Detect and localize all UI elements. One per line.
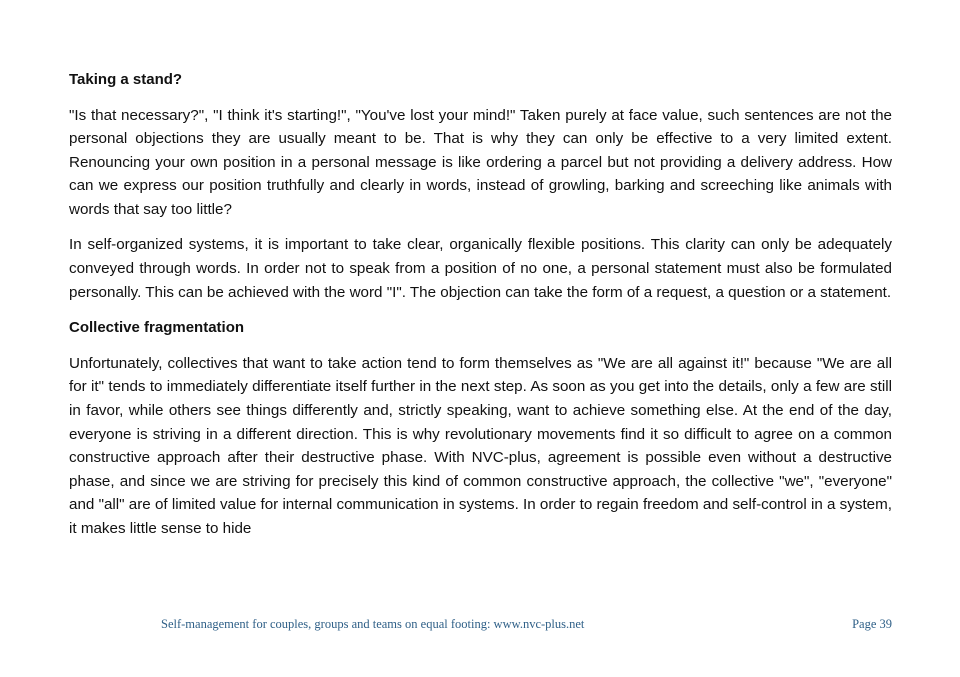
body-paragraph: "Is that necessary?", "I think it's starting!", "You've lost your mind!" Taken purely at face value, such sentences are not the personal objections they are usually meant to be. That is why they can only be effective to a very limited extent. Renouncing your own position in a personal message is like ordering a parcel but not providing a delivery address. How can we express our position truthfully and clearly in words, instead of growling, barking and screeching like animals with words that say too little?: [69, 106, 892, 218]
body-paragraph: In self-organized systems, it is important to take clear, organically flexible positions. This clarity can only be adequately conveyed through words. In order not to speak from a position of no one, a personal statement must also be formulated personally. This can be achieved with the word "I". The objection can take the form of a request, a question or a statement.: [69, 236, 892, 301]
page-number: Page 39: [852, 617, 892, 631]
footer-title: Self-management for couples, groups and teams on equal footing: www.nvc-plus.net: [161, 617, 585, 631]
section-heading-collective-fragmentation: Collective fragmentation: [69, 319, 245, 337]
document-page: [69, 68, 892, 553]
section-heading-taking-a-stand: Taking a stand?: [69, 71, 183, 88]
body-paragraph: Unfortunately, collectives that want to take action tend to form themselves as "We are all against it!" because "We are all for it" tends to immediately differentiate itself further in the next step. As soon as you get into the details, only a few are still in favor, while others see things differently and, strictly speaking, want to achieve something else. At the end of the day, everyone is striving in a different direction. This is why revolutionary movements find it so difficult to agree on a common constructive approach after their destructive phase. With NVC-plus, agreement is possible even without a destructive phase, and since we are striving for precisely this kind of common constructive approach, the collective "we", "everyone" and "all" are of limited value for internal communication in systems. In order to regain freedom and self-control in a system, it makes little sense to hide: [69, 354, 892, 537]
